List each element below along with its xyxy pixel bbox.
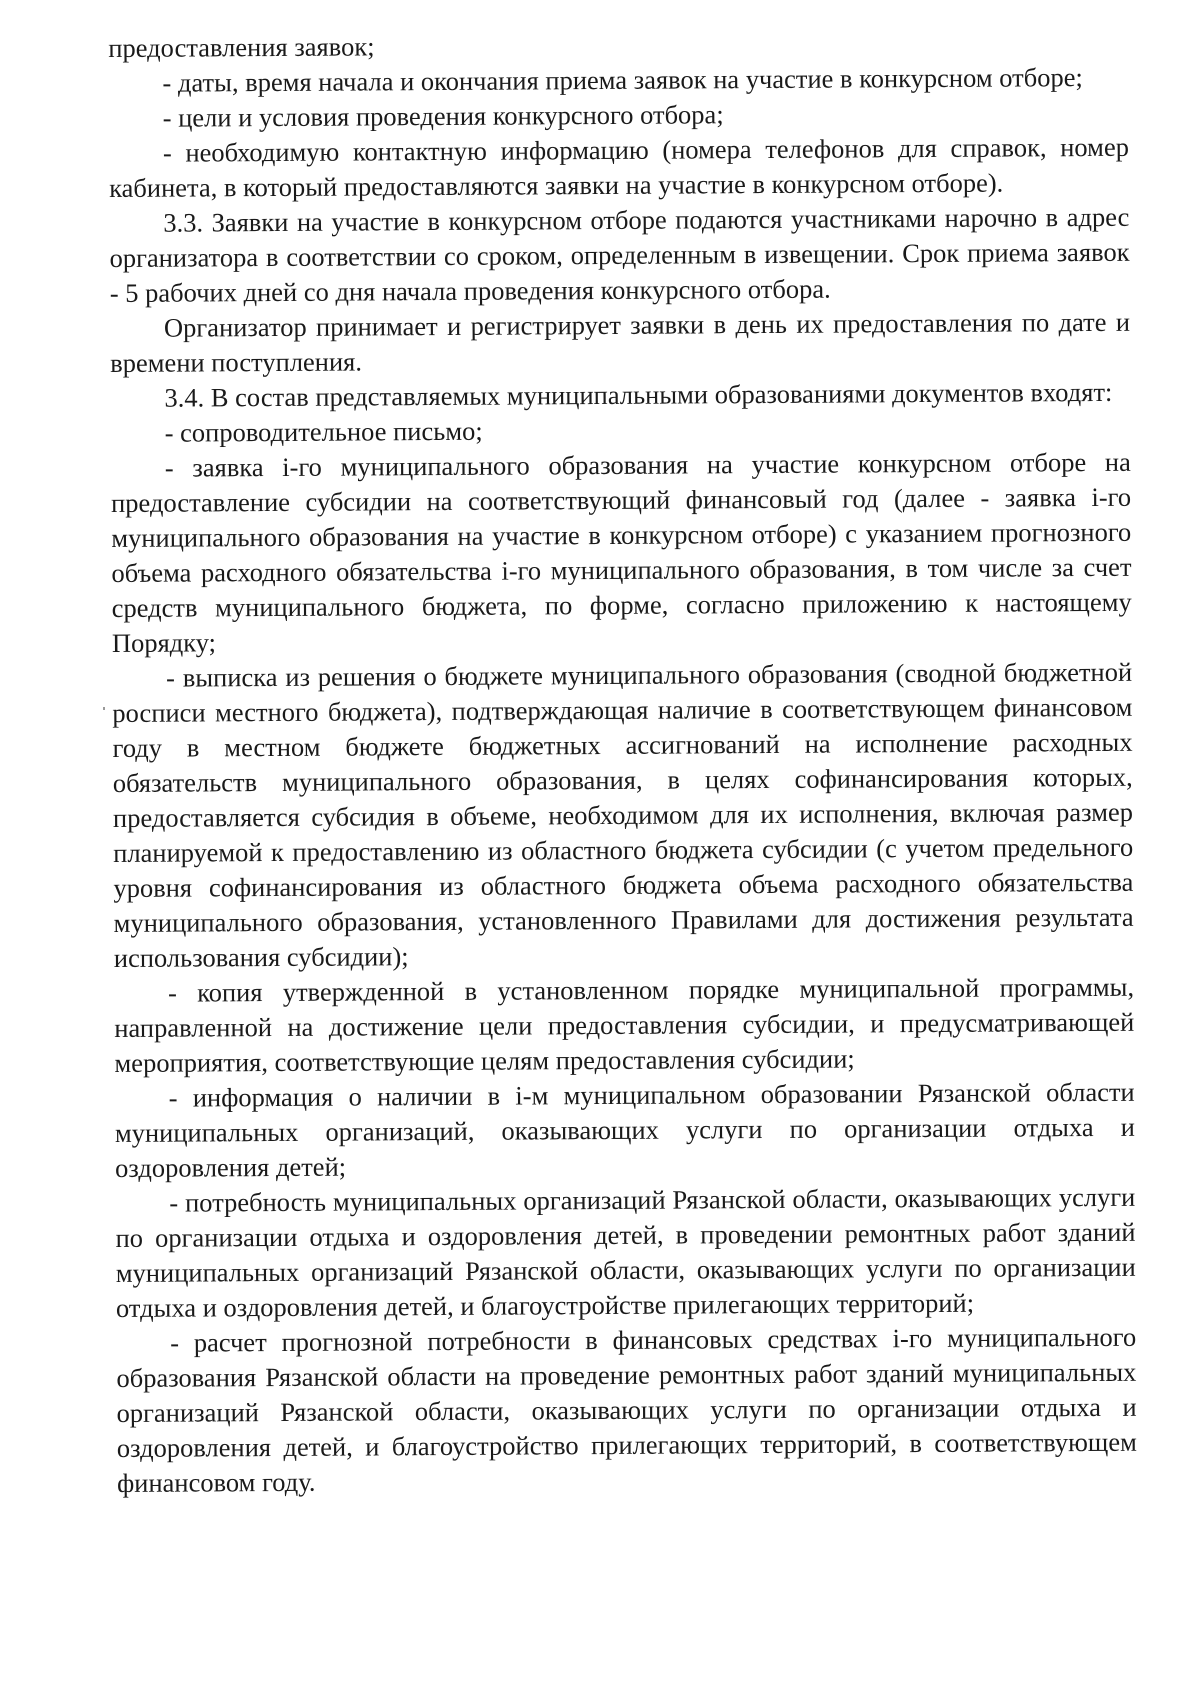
- list-item-organizations-info: - информация о наличии в i-м муниципальном образовании Рязанской области муниципальных организаций, оказывающих услуги по организации отдыха и оздоровления детей;: [114, 1076, 1135, 1183]
- list-item-goals: - цели и условия проведения конкурсного отбора;: [162, 99, 724, 133]
- paragraph-3-3: 3.3. Заявки на участие в конкурсном отборе подаются участниками нарочно в адрес организатора в соответствии со сроком, определенным в извещении. Срок приема заявок - 5 рабочих дней со дня начала проведения конкурсного отбора.: [109, 201, 1130, 308]
- list-item-program-copy: - копия утвержденной в установленном порядке муниципальной программы, направленной на достижение цели предоставления субсидии, и предусматривающей мероприятия, соответствующие целям предоставления субсидии;: [114, 971, 1135, 1078]
- list-item-financial-calculation: - расчет прогнозной потребности в финансовых средствах i-го муниципального образования Рязанской области на проведение ремонтных работ зданий муниципальных организаций Рязанской области, оказывающих услуги по организации отдыха и оздоровления детей, и благоустройство прилегающих территорий, в соответствующем финансовом году.: [116, 1321, 1137, 1498]
- scan-artifact: [103, 707, 105, 710]
- list-item-dates: - даты, время начала и окончания приема заявок на участие в конкурсном отборе;: [162, 62, 1083, 98]
- list-item-budget-extract: - выписка из решения о бюджете муниципального образования (сводной бюджетной росписи местного бюджета), подтверждающая наличие в соответствующем финансовом году в местном бюджете бюджетных ассигнований на исполнение расходных обязательств муниципального образования, в целях софинансирования которых, предоставляется субсидия в объеме, необходимом для их исполнения, включая размер планируемой к предоставлению из областного бюджета субсидии (с учетом предельного уровня софинансирования из областного бюджета объема расходного обязательства муниципального образования, установленного Правилами для достижения результата использования субсидии);: [112, 656, 1134, 973]
- paragraph-3-4: 3.4. В состав представляемых муниципальными образованиями документов входят:: [164, 376, 1113, 413]
- list-item-application: - заявка i-го муниципального образования на участие конкурсном отборе на предоставление субсидии на соответствующий финансовый год (далее - заявка i-го муниципального образования на участие в конкурсном отборе) с указанием прогнозного объема расходного обязательства i-го муниципального образования, в том числе за счет средств муниципального бюджета, по форме, согласно приложению к настоящему Порядку;: [110, 446, 1132, 658]
- list-item-contacts: - необходимую контактную информацию (номера телефонов для справок, номер кабинета, в который предоставляются заявки на участие в конкурсном отборе).: [109, 131, 1129, 204]
- list-item-cover-letter: - сопроводительное письмо;: [164, 415, 483, 448]
- paragraph-registration: Организатор принимает и регистрирует заявки в день их предоставления по дате и времени поступления.: [110, 306, 1131, 378]
- paragraph-continuation: предоставления заявок;: [108, 31, 375, 64]
- list-item-repair-needs: - потребность муниципальных организаций Рязанской области, оказывающих услуги по организации отдыха и оздоровления детей, в проведении ремонтных работ зданий муниципальных организаций Рязанской области, оказывающих услуги по организации отдыха и оздоровления детей, и благоустройстве прилегающих территорий;: [115, 1181, 1136, 1323]
